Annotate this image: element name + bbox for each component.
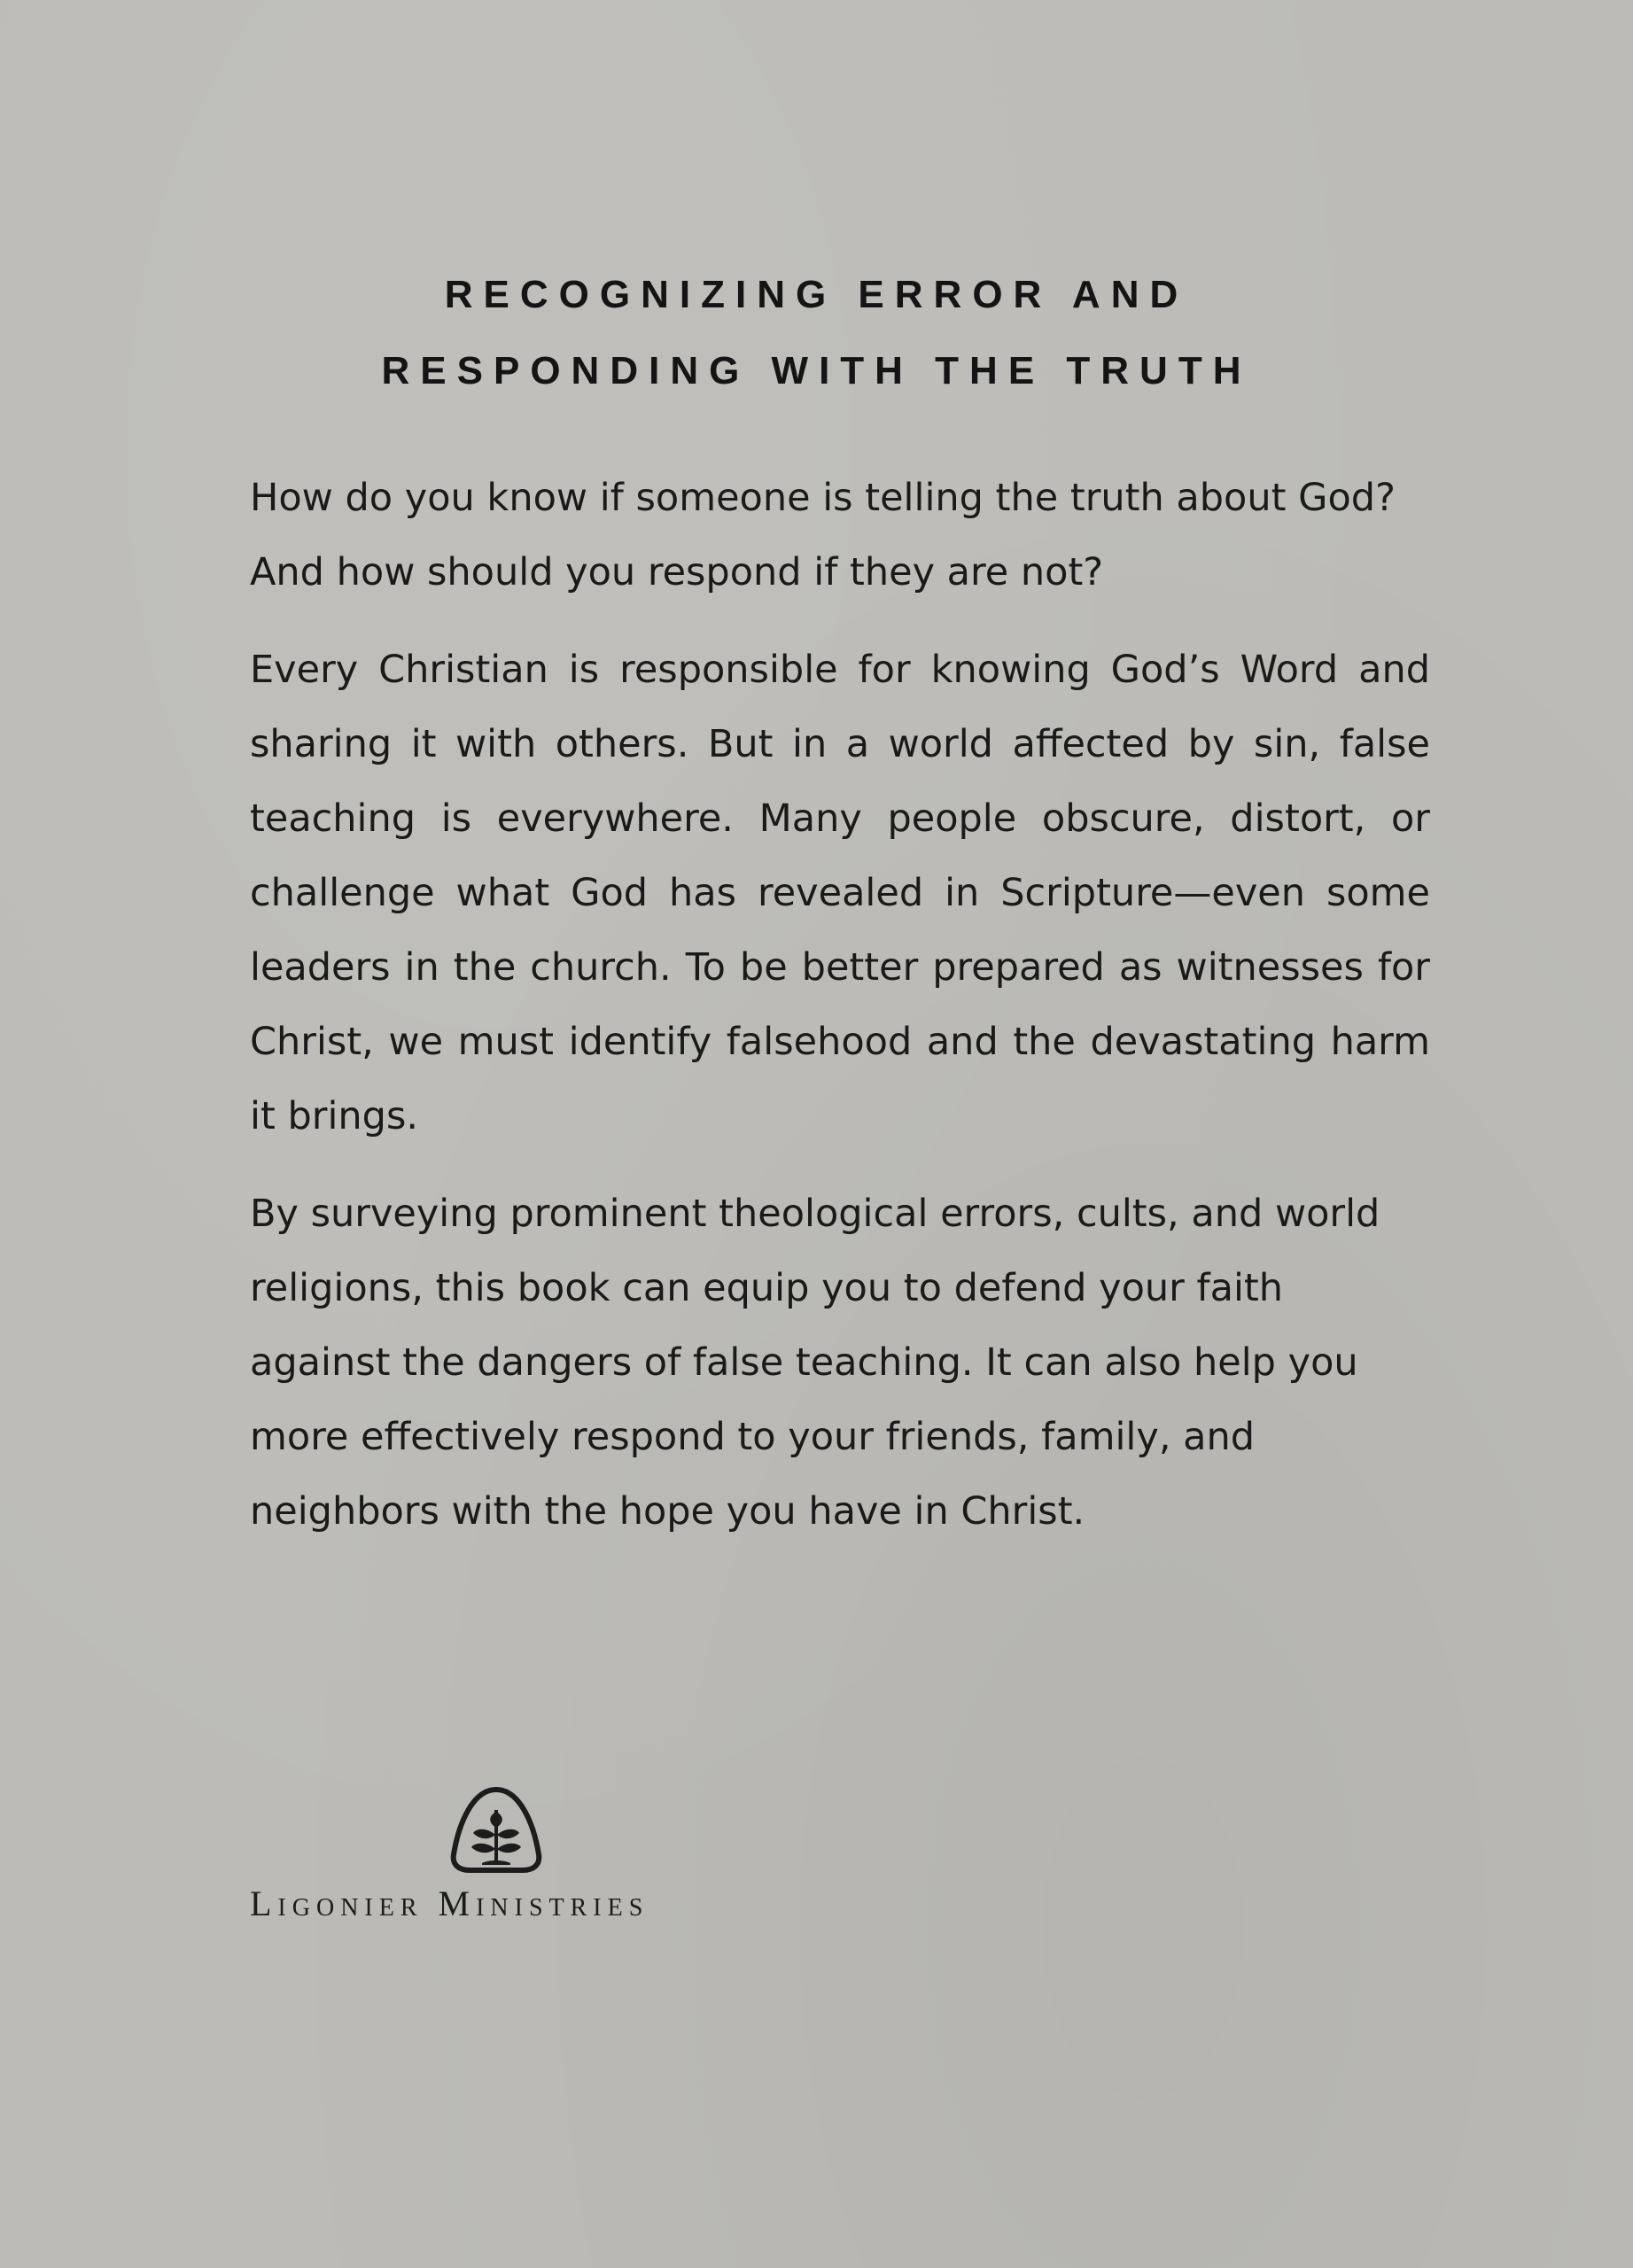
intro-paragraph: How do you know if someone is telling the truth about God? And how should you respond if they are not? (250, 476, 1396, 594)
publisher-name: Ligonier Ministries (250, 1884, 649, 1923)
headline-line-1: RECOGNIZING ERROR AND (444, 273, 1189, 316)
middle-paragraph: Every Christian is responsible for knowing God’s Word and sharing it with others. But in a world affected by sin, false teaching is everywhere. Many people obscure, distort, or challenge what God has revealed in Scripture—even some leaders in the church. To be better prepared as witnesses for Christ, we must identify falsehood and the devastating harm it brings. (250, 648, 1430, 1138)
cover-headline (0, 257, 1633, 409)
headline-line-2: RESPONDING WITH THE TRUTH (381, 349, 1252, 392)
tree-in-shield-icon (447, 1785, 546, 1874)
publisher-logo (250, 1785, 782, 1927)
closing-paragraph: By surveying prominent theological errors, cults, and world religions, this book can equip you to defend your faith against the dangers of false teaching. It can also help you more effectively respond to your friends, family, and neighbors with the hope you have in Christ. (250, 1192, 1380, 1534)
cover-description (250, 461, 1430, 1572)
